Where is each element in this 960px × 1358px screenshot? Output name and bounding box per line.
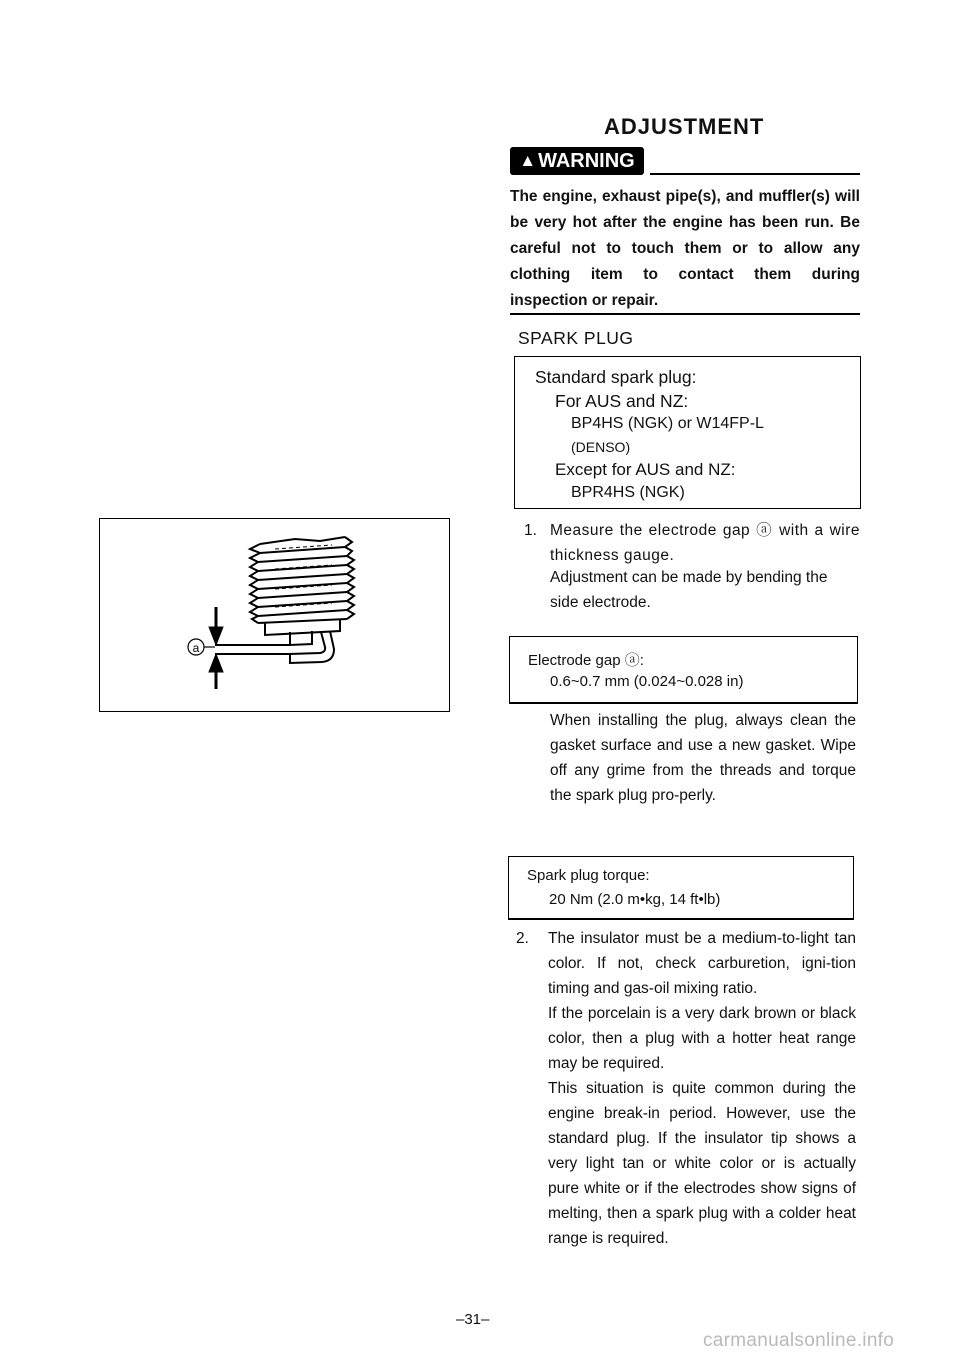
warning-triangle-icon: ▲: [519, 151, 537, 170]
electrode-gap-box: [509, 636, 858, 703]
step2-paragraph: The insulator must be a medium-to-light tan color. If not, check carburetion, igni-tion timing and gas-oil mixing ratio.: [548, 930, 856, 997]
torque-box-bottom-rule: [508, 918, 854, 920]
watermark: carmanualsonline.info: [703, 1330, 895, 1351]
warning-badge: [510, 147, 644, 175]
gap-value: 0.6~0.7 mm (0.024~0.028 in): [550, 673, 744, 690]
svg-text:a: a: [192, 641, 200, 655]
step2-paragraph: If the porcelain is a very dark brown or black color, then a plug with a hotter heat range may be required.: [548, 1005, 856, 1072]
page-number: –31–: [456, 1311, 490, 1328]
spec-line: (DENSO): [571, 439, 631, 455]
step-extra-text: Adjustment can be made by bending the side electrode.: [550, 569, 828, 611]
spec-line: BPR4HS (NGK): [571, 484, 685, 501]
gap-label: Electrode gap ⓐ:: [528, 652, 644, 669]
torque-spec-box: [508, 856, 854, 919]
spark-plug-spec-box: [514, 356, 861, 509]
step-number: 2.: [516, 930, 529, 947]
spec-line: BP4HS (NGK) or W14FP-L: [571, 415, 764, 432]
spark-plug-figure: [99, 518, 450, 712]
spec-line: Except for AUS and NZ:: [555, 460, 736, 479]
page-title: ADJUSTMENT: [604, 114, 765, 139]
step-number: 1.: [524, 522, 537, 539]
spec-line: For AUS and NZ:: [555, 391, 689, 411]
warning-bottom-divider: [510, 313, 860, 315]
warning-label: WARNING: [538, 149, 635, 172]
torque-value: 20 Nm (2.0 m•kg, 14 ft•lb): [549, 891, 721, 908]
spark-plug-gap-icon: [100, 519, 448, 710]
step-text: Measure the electrode gap ⓐ with a wire thickness gauge.: [550, 522, 860, 564]
section-heading: SPARK PLUG: [518, 328, 634, 348]
step2-paragraph: This situation is quite common during the engine break-in period. However, use the standard plug. If the insulator tip shows a very light tan or white color or is actually pure white or if the electrodes show signs of melting, then a spark plug with a colder heat range is required.: [548, 1080, 856, 1247]
warning-text: The engine, exhaust pipe(s), and muffler(s) will be very hot after the engine has been run. Be careful not to touch them or to allow any clothing item to contact them during inspection or repair.: [510, 188, 860, 309]
warning-divider: [650, 173, 860, 175]
step2-content: [548, 926, 856, 1251]
spec-line: Standard spark plug:: [535, 367, 697, 387]
install-instructions: When installing the plug, always clean the gasket surface and use a new gasket. Wipe off any grime from the threads and torque the spark plug pro-perly.: [550, 712, 856, 804]
gap-box-bottom-rule: [509, 702, 858, 704]
torque-label: Spark plug torque:: [527, 867, 650, 884]
